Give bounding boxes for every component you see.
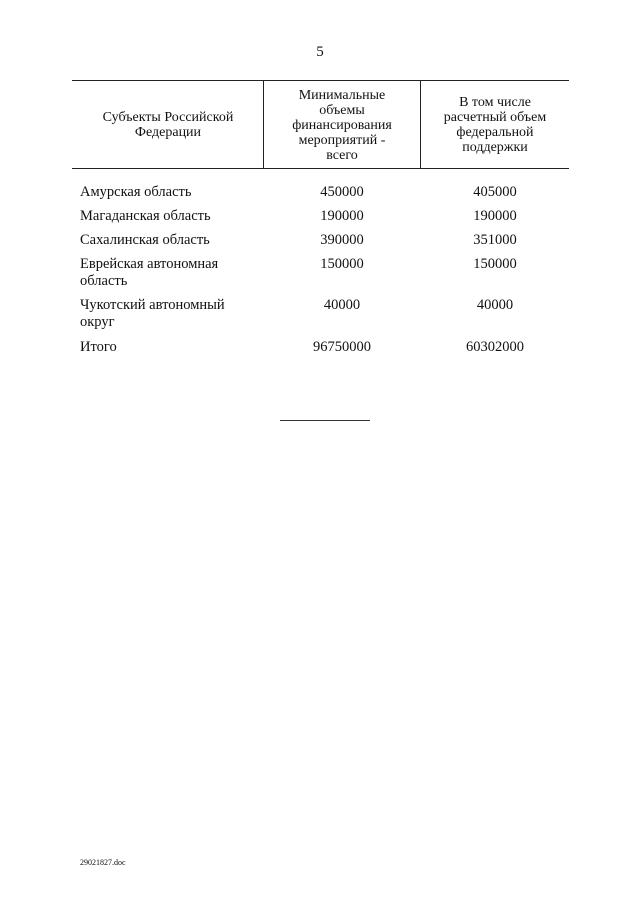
row-subject-name: Сахалинская область: [80, 232, 210, 248]
table-row: [0, 256, 640, 297]
row-federal-value: 405000: [473, 184, 517, 200]
table-row: [0, 184, 640, 208]
header-label: Субъекты Российской Федерации: [102, 110, 234, 140]
row-subject-name: Магаданская область: [80, 208, 211, 224]
header-label: Минимальные объемы финансирования мероприятий - всего: [292, 87, 392, 163]
table-header-subjects: [80, 82, 256, 168]
row-federal-value: 190000: [473, 208, 517, 224]
end-of-document-line: [280, 420, 370, 421]
row-federal-value: 351000: [473, 232, 517, 248]
table-header-min-financing: [268, 82, 416, 168]
row-total-value: 150000: [320, 256, 364, 272]
table-row: [0, 208, 640, 232]
table-top-rule: [72, 80, 569, 81]
header-column-divider: [420, 80, 421, 168]
table-header-bottom-rule: [72, 168, 569, 169]
row-total-value: 96750000: [313, 339, 371, 355]
row-total-value: 190000: [320, 208, 364, 224]
footer-file-name: 29021827.doc: [80, 858, 126, 867]
row-subject-name: Итого: [80, 339, 117, 355]
row-total-value: 390000: [320, 232, 364, 248]
header-column-divider: [263, 80, 264, 168]
row-federal-value: 150000: [473, 256, 517, 272]
row-subject-name: Чукотский автономный округ: [80, 297, 225, 330]
row-federal-value: 40000: [476, 297, 514, 313]
table-row: [0, 297, 640, 339]
page-number: 5: [316, 44, 324, 60]
row-total-value: 40000: [323, 297, 361, 313]
row-federal-value: 60302000: [466, 339, 524, 355]
table-row: [0, 232, 640, 256]
row-total-value: 450000: [320, 184, 364, 200]
table-body: [0, 184, 640, 363]
row-subject-name: Еврейская автономная область: [80, 256, 219, 289]
table-row-total: [0, 339, 640, 363]
header-label: В том числе расчетный объем федеральной поддержки: [443, 95, 547, 155]
row-subject-name: Амурская область: [80, 184, 192, 200]
table-header-federal-support: [425, 82, 565, 168]
